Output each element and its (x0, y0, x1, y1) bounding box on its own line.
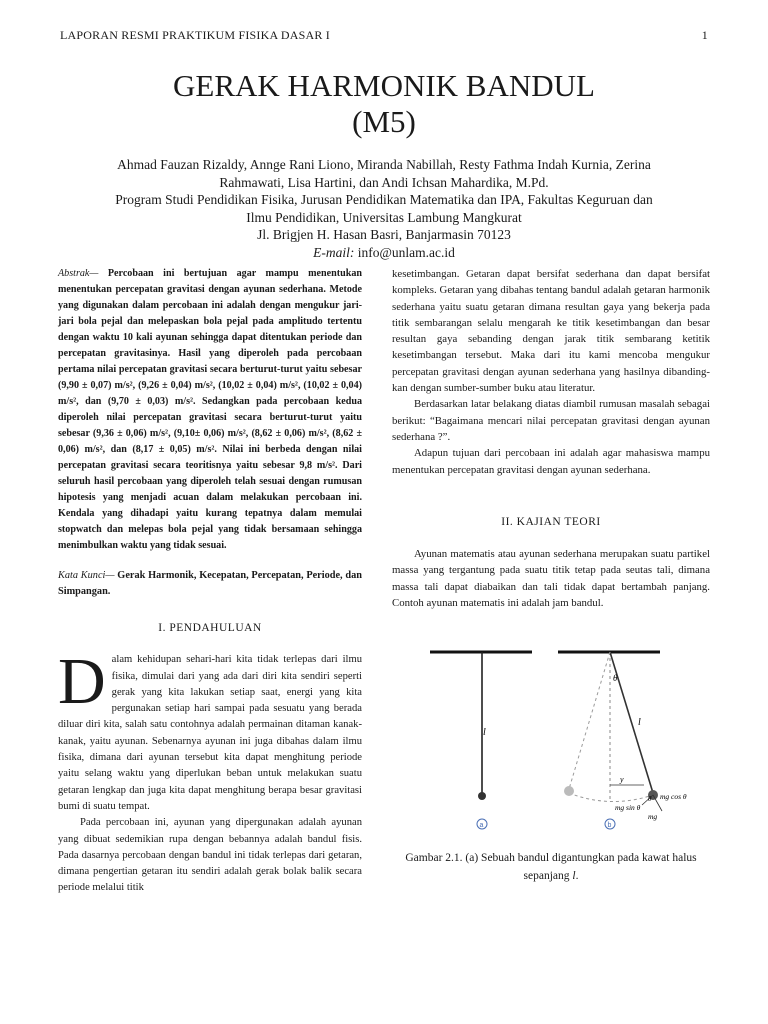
paper-title (0, 68, 768, 140)
author-names-1: Ahmad Fauzan Rizaldy, Annge Rani Liono, Miranda Nabillah, Resty Fathma Indah Kurnia, Zerina (117, 157, 651, 172)
affiliation-2: Ilmu Pendidikan, Universitas Lambung Mangkurat (246, 209, 522, 225)
keywords-text: Gerak Harmonik, Kecepatan, Percepatan, Periode, dan Simpangan. (58, 570, 362, 597)
theory-paragraph-1: Ayunan matematis atau ayunan sederhana merupakan suatu partikel massa yang tergantung pada suatu titik tetap pada seutas tali, dimana massa tali dapat diabaikan dan tali tidak dapat bertambah panjang. Contoh ayunan matematis ini adalah jam bandul. (392, 548, 710, 610)
pendulum-figure (392, 633, 710, 843)
figure-caption (392, 849, 710, 885)
mg-label: mg (648, 812, 658, 822)
keywords (58, 568, 362, 600)
author-block (100, 156, 668, 261)
caption-text: Gambar 2.1. (a) Sebuah bandul digantungkan pada kawat halus sepanjang (405, 852, 697, 883)
displacement-label: y (620, 775, 624, 785)
email-address[interactable]: info@unlam.ac.id (354, 244, 455, 260)
page-number: 1 (701, 28, 708, 42)
abstract (58, 266, 362, 554)
mg-sin-label: mg sin θ (615, 803, 641, 813)
abstract-text: Percobaan ini bertujuan agar mampu menentukan menentukan percepatan gravitasi dengan ayunan sederhana. Metode yang digunakan dalam percobaan ini adalah dengan mengukur jari-jari bola pejal dan melepaskan bola pejal pada amplitudo tertentu dengan waktu 10 kali ayunan sehingga dapat ditentukan periode dan percepatan gravitasinya. Hasil yang diperoleh pada percobaan pertama nilai percepatan gravitasi secara berturut-turut yaitu sebesar (9,90 ± 0,07) m/s², (9,26 ± 0,04) m/s², (10,02 ± 0,04) m/s², (10,02 ± 0,04) m/s², dan (9,70 ± 0,03) m/s². Sedangkan pada percobaan kedua diperoleh nilai percepatan gravitasi secara berturut-turut yaitu sebesar (9,36 ± 0,06) m/s², (9,10± 0,06) m/s², (8,62 ± 0,06) m/s², (8,62 ± 0,06) m/s², dan (8,17 ± 0,05) m/s². Nilai ini berbeda dengan nilai percepatan gravitasi secara teoritisnya yaitu sebesar 9,8 m/s². Dari seluruh hasil percobaan yang diperoleh telah sesuai dengan rumusan hipotesis yang menjadi acuan dalam melakukan percobaan ini. Kendala yang dihadapi yaitu kurang tepatnya dalam memulai stopwatch dan melepas bola pejal yang tidak bersamaan sehingga menimbulkan waktu yang tidak sesuai. (58, 268, 362, 551)
intro-paragraph-1-text: alam kehidupan sehari-hari kita tidak terlepas dari ilmu fisika, dimulai dari yang ada dari diri kita sendiri seperti gerak yang kita lakukan setiap saat, energi yang kita pergunakan setiap hari sampai pada sesuatu yang berada diluar diri kita, salah satu contohnya adalah permainan ditaman kanak-kanak, yaitu ayunan. Sebenarnya ayunan ini juga dibahas dalam ilmu fisika, dimana dari ayunan tersebut kita dapat menghitung periode yaitu selang waktu yang diperlukan beban untuk melakukan suatu getaran lengkap dan juga kita dapat menghitung berapa besar gravitasi bumi di suatu tempat. (58, 654, 362, 812)
title-line-1: GERAK HARMONIK BANDUL (173, 68, 595, 103)
theta-label-top: θ (613, 673, 618, 684)
title-line-2: (M5) (352, 104, 416, 139)
caption-end: . (575, 870, 579, 883)
email-line (100, 244, 668, 262)
length-label-a: l (483, 727, 486, 739)
intro-paragraph-2: Pada percobaan ini, ayunan yang dipergunakan adalah ayunan yang dibuat sedemikian rupa dengan bebannya adalah bandul fisis. Pada dasarnya percobaan dengan bandul ini tidak terlepas dari getaran, dimana pengertian getaran itu sendiri adalah gerak bolak balik secara periode melalui titik (58, 817, 362, 894)
length-label-b: l (638, 717, 641, 729)
bob-a (478, 792, 486, 800)
mg-cos-label: mg cos θ (660, 792, 687, 802)
running-title: LAPORAN RESMI PRAKTIKUM FISIKA DASAR I (60, 28, 330, 42)
section-heading-theory: II. KAJIAN TEORI (501, 515, 601, 528)
string-b-ghost (569, 652, 610, 789)
bob-b-ghost (564, 786, 574, 796)
theta-label-bottom: θ (648, 795, 652, 804)
keywords-label: Kata Kunci— (58, 570, 115, 581)
section-heading-intro: I. PENDAHULUAN (158, 622, 262, 634)
caption-variable: l (572, 870, 576, 883)
drop-cap: D (58, 645, 106, 719)
panel-b-label: b (607, 822, 612, 830)
pendulum-diagram (392, 633, 710, 843)
panel-a-label: a (479, 822, 484, 830)
author-names-2: Rahmawati, Lisa Hartini, dan Andi Ichsan Mahardika, M.Pd. (219, 174, 549, 190)
abstract-label: Abstrak— (58, 268, 99, 279)
right-column (392, 266, 710, 885)
left-column (58, 266, 362, 897)
affiliation-1: Program Studi Pendidikan Fisika, Jurusan Pendidikan Matematika dan IPA, Fakultas Keguruan dan (115, 192, 653, 207)
email-label: E-mail: (313, 244, 355, 260)
goal-paragraph: Adapun tujuan dari percobaan ini adalah agar mahasiswa mampu menentukan percepatan gravitasi dengan ayunan sederhana. (392, 447, 710, 476)
background-paragraph: Berdasarkan latar belakang diatas diambil rumusan masalah sebagai berikut: “Bagaimana mencari nilai percepatan gravitasi dengan ayunan sederhana ?”. (392, 398, 710, 443)
intro-paragraph-continued: kesetimbangan. Getaran dapat bersifat sederhana dan dapat bersifat kompleks. Getaran yang dibahas tentang bandul adalah getaran harmonik sederhana yaitu suatu getaran dimana resultan gaya yang bekerja pada titik sembarangan selalu mengarah ke titik kesetimbangan dan besar resultan gaya sebanding dengan jarak titik sembarang ketitik kesetimbangan tersebut. Maka dari itu kami mencoba mengukur percepatan gravitasi dengan ayunan sederhana yang hasilnya dibanding-kan dengan sumber-sumber buku atau literatur. (392, 268, 710, 395)
address: Jl. Brigjen H. Hasan Basri, Banjarmasin 70123 (257, 227, 511, 242)
intro-paragraph-1 (58, 645, 362, 815)
swing-arc (569, 793, 653, 802)
